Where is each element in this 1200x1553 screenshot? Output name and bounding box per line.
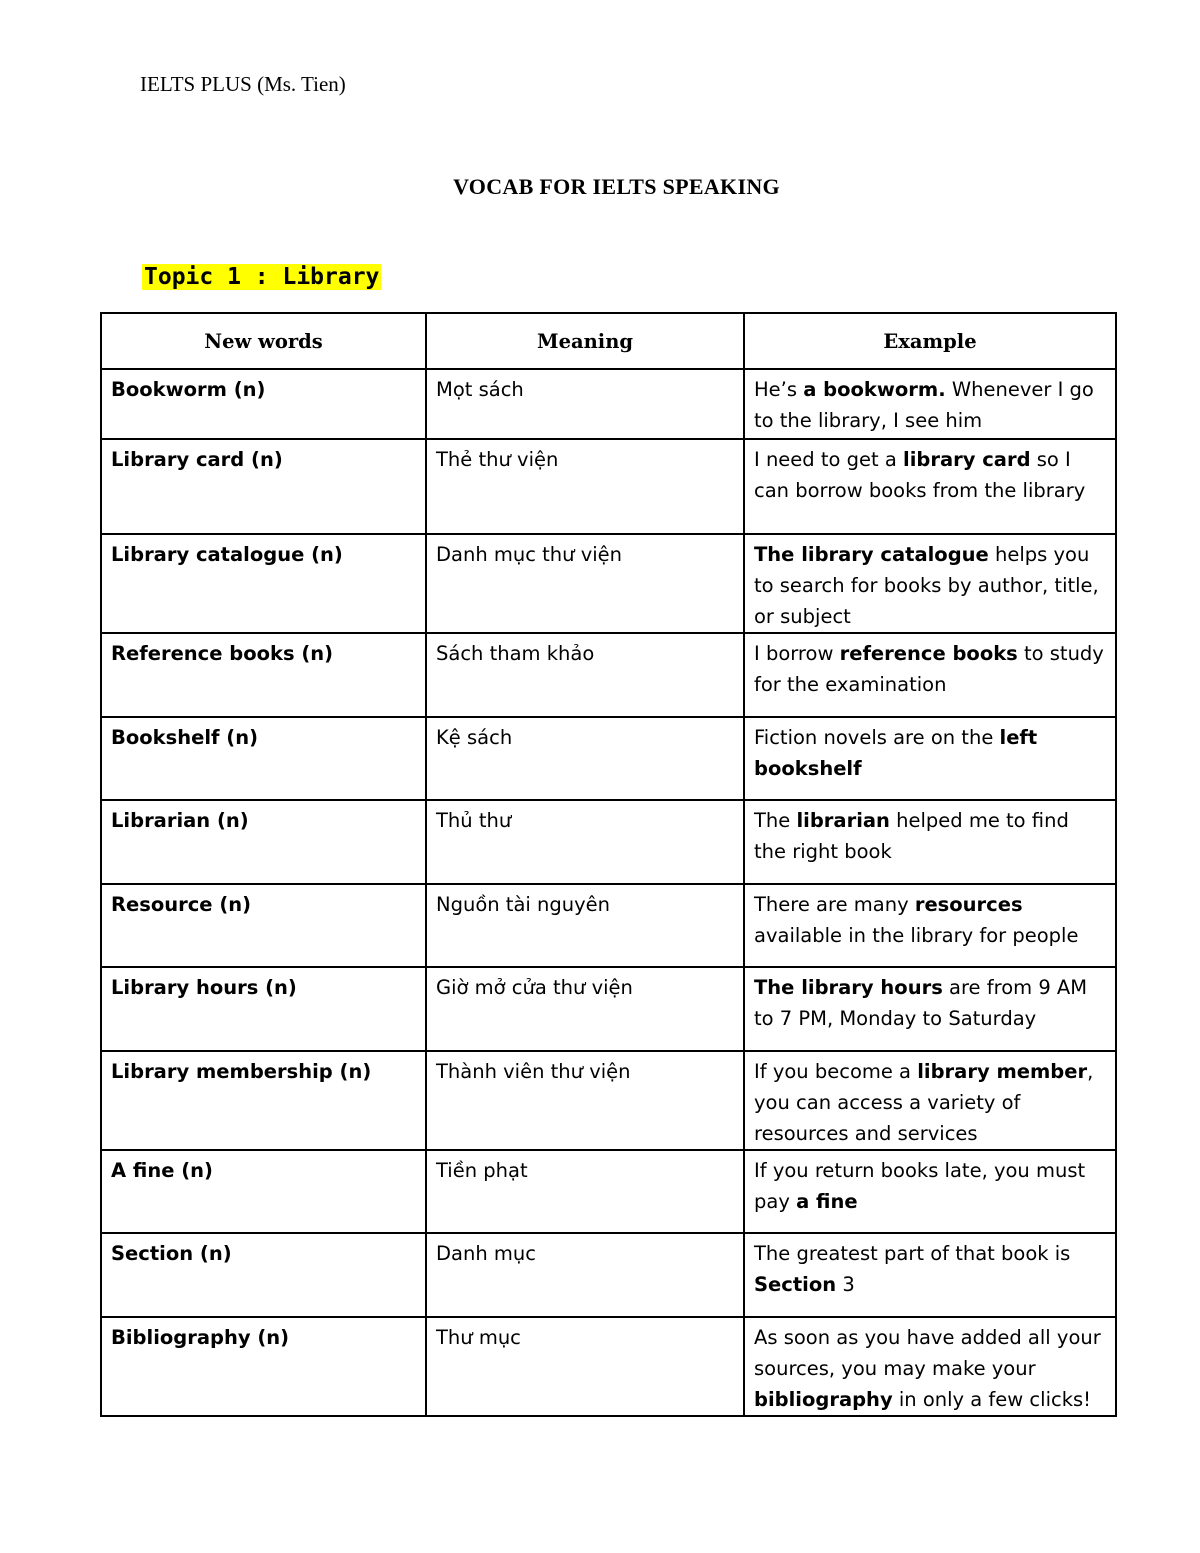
example-text: There are many — [754, 893, 915, 916]
example-text: to study for the examination — [754, 642, 1104, 696]
example-text: He’s — [754, 378, 804, 401]
word-cell: Library hours (n) — [101, 967, 426, 1051]
example-text: 3 — [836, 1273, 855, 1296]
word-cell: Bibliography (n) — [101, 1317, 426, 1416]
example-cell — [744, 439, 1116, 534]
example-text: Fiction novels are on the — [754, 726, 1000, 749]
example-highlight: librarian — [796, 809, 890, 832]
example-cell — [744, 800, 1116, 884]
table-row — [101, 717, 1116, 800]
meaning-cell: Thành viên thư viện — [426, 1051, 744, 1150]
example-text: are from 9 AM to 7 PM, Monday to Saturday — [754, 976, 1088, 1030]
example-cell — [744, 967, 1116, 1051]
table-row — [101, 1233, 1116, 1317]
meaning-cell: Danh mục — [426, 1233, 744, 1317]
example-highlight: The library hours — [754, 976, 943, 999]
meaning-cell: Thẻ thư viện — [426, 439, 744, 534]
meaning-cell: Sách tham khảo — [426, 633, 744, 717]
example-highlight: library member — [917, 1060, 1088, 1083]
word-cell: Library catalogue (n) — [101, 534, 426, 633]
table-row — [101, 1051, 1116, 1150]
example-text: Whenever I go to the library, I see him — [754, 378, 1094, 432]
example-highlight: The library catalogue — [754, 543, 989, 566]
example-cell — [744, 633, 1116, 717]
topic-heading: Topic 1 : Library — [144, 264, 380, 290]
meaning-cell: Nguồn tài nguyên — [426, 884, 744, 967]
example-text: I need to get a — [754, 448, 904, 471]
table-header-row — [101, 313, 1116, 369]
example-cell — [744, 1150, 1116, 1233]
example-highlight: Section — [754, 1273, 837, 1296]
vocab-table — [100, 312, 1117, 1417]
word-cell: Bookworm (n) — [101, 369, 426, 439]
meaning-cell: Mọt sách — [426, 369, 744, 439]
example-text: available in the library for people — [754, 924, 1079, 947]
example-cell — [744, 717, 1116, 800]
document-header: IELTS PLUS (Ms. Tien) — [140, 72, 346, 96]
table-row — [101, 534, 1116, 633]
table-body — [101, 369, 1116, 1416]
example-text: The greatest part of that book is — [754, 1242, 1071, 1265]
word-cell: Library membership (n) — [101, 1051, 426, 1150]
example-text: The — [754, 809, 797, 832]
example-text: As soon as you have added all your sources, you may make your — [754, 1326, 1101, 1380]
meaning-cell: Thư mục — [426, 1317, 744, 1416]
word-cell: Resource (n) — [101, 884, 426, 967]
example-text: in only a few clicks! — [892, 1388, 1091, 1411]
example-cell — [744, 1051, 1116, 1150]
table-row — [101, 439, 1116, 534]
word-cell: Bookshelf (n) — [101, 717, 426, 800]
example-cell — [744, 884, 1116, 967]
example-cell — [744, 534, 1116, 633]
example-highlight: a bookworm. — [803, 378, 946, 401]
word-cell: A fine (n) — [101, 1150, 426, 1233]
meaning-cell: Danh mục thư viện — [426, 534, 744, 633]
word-cell: Reference books (n) — [101, 633, 426, 717]
example-text: so I can borrow books from the library — [754, 448, 1086, 502]
example-highlight: left bookshelf — [754, 726, 1038, 780]
example-highlight: resources — [914, 893, 1023, 916]
example-cell — [744, 1233, 1116, 1317]
example-cell — [744, 369, 1116, 439]
table-row — [101, 633, 1116, 717]
example-highlight: a fine — [796, 1190, 858, 1213]
example-text: I borrow — [754, 642, 840, 665]
meaning-cell: Thủ thư — [426, 800, 744, 884]
table-row — [101, 1150, 1116, 1233]
meaning-cell: Kệ sách — [426, 717, 744, 800]
document-title: VOCAB FOR IELTS SPEAKING — [453, 174, 780, 199]
example-text: If you become a — [754, 1060, 918, 1083]
word-cell: Section (n) — [101, 1233, 426, 1317]
table-row — [101, 967, 1116, 1051]
header-example: Example — [744, 313, 1116, 369]
example-text: helped me to find the right book — [754, 809, 1069, 863]
meaning-cell: Tiền phạt — [426, 1150, 744, 1233]
example-text: helps you to search for books by author, title, or subject — [754, 543, 1099, 628]
table-row — [101, 1317, 1116, 1416]
word-cell: Library card (n) — [101, 439, 426, 534]
example-highlight: bibliography — [754, 1388, 893, 1411]
header-new-words: New words — [101, 313, 426, 369]
example-highlight: library card — [903, 448, 1031, 471]
meaning-cell: Giờ mở cửa thư viện — [426, 967, 744, 1051]
table-row — [101, 884, 1116, 967]
example-text: If you return books late, you must pay — [754, 1159, 1086, 1213]
table-row — [101, 800, 1116, 884]
word-cell: Librarian (n) — [101, 800, 426, 884]
example-text: , you can access a variety of resources and services — [754, 1060, 1094, 1145]
table-row — [101, 369, 1116, 439]
example-cell — [744, 1317, 1116, 1416]
example-highlight: reference books — [839, 642, 1018, 665]
header-meaning: Meaning — [426, 313, 744, 369]
